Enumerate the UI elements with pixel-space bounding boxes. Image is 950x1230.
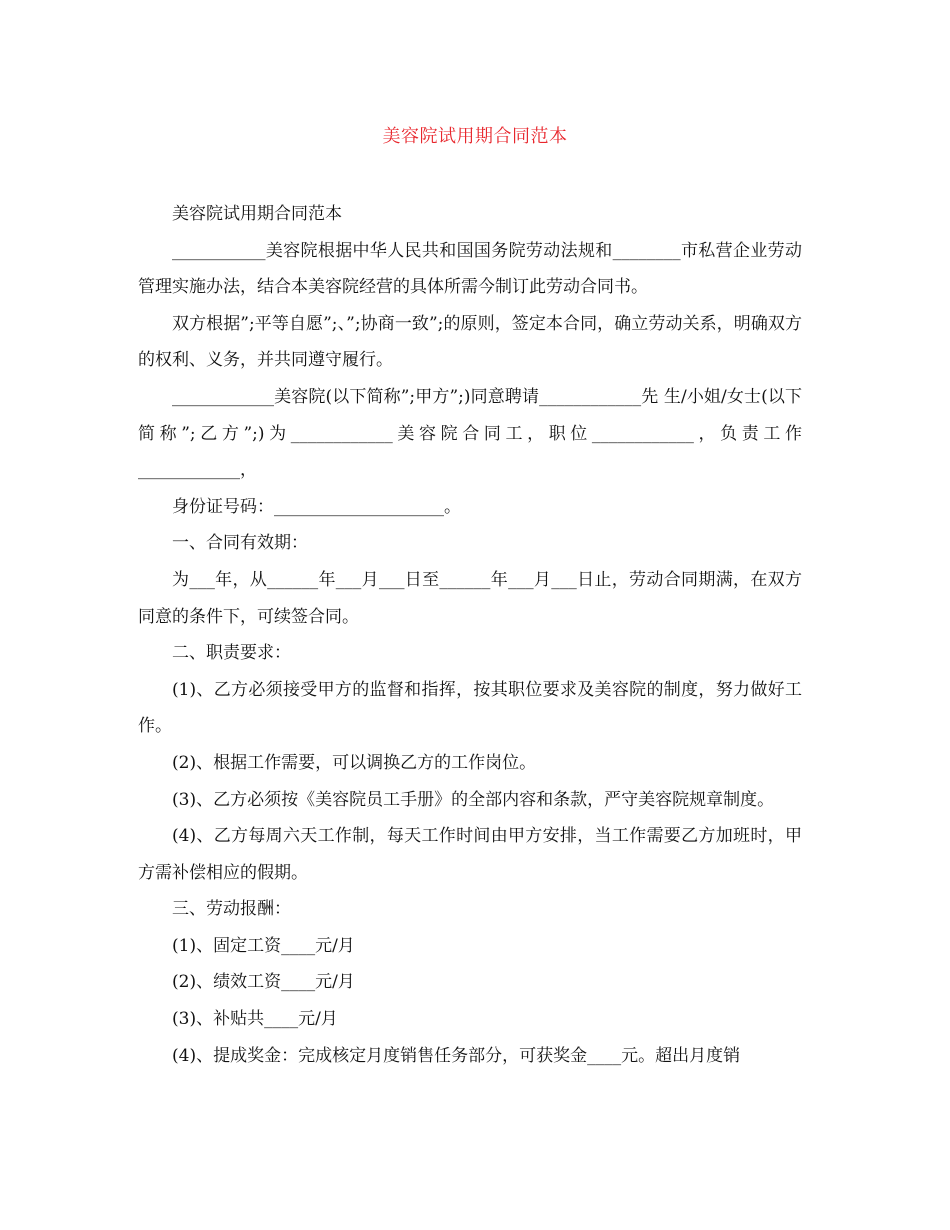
document-body	[138, 196, 802, 1074]
section-contract-term: 一、合同有效期：	[172, 533, 308, 554]
paragraph-term-detail: 为___年，从______年___月___日至______年___月___日止，劳动合同期满，在双方同意的条件下，可续签合同。	[138, 569, 802, 627]
paragraph-preamble: ___________美容院根据中华人民共和国国务院劳动法规和________市私营企业劳动管理实施办法，结合本美容院经营的具体所需今制订此劳动合同书。	[138, 240, 802, 298]
paragraph-id-number: 身份证号码：____________________。	[172, 496, 461, 517]
paragraph-heading: 美容院试用期合同范本	[172, 204, 342, 224]
duty-item: (2)、根据工作需要，可以调换乙方的工作岗位。	[172, 752, 537, 773]
section-duties: 二、职责要求：	[172, 643, 291, 664]
duty-item: (1)、乙方必须接受甲方的监督和指挥，按其职位要求及美容院的制度，努力做好工作。	[138, 679, 802, 737]
paragraph-parties: ____________美容院(以下简称”;甲方”;)同意聘请____________先 生/小姐/女士(以下简称”;乙方”;)为____________美容院合同工，职位____________，负责工作____________，	[138, 386, 802, 481]
remuneration-item: (1)、固定工资____元/月	[172, 935, 355, 956]
document-title: 美容院试用期合同范本	[382, 126, 568, 147]
paragraph-principles: 双方根据”;平等自愿”;、”;协商一致”;的原则，签定本合同，确立劳动关系，明确双方的权利、义务，并共同遵守履行。	[138, 313, 802, 371]
duty-item: (3)、乙方必须按《美容院员工手册》的全部内容和条款，严守美容院规章制度。	[172, 789, 775, 810]
duty-item: (4)、乙方每周六天工作制，每天工作时间由甲方安排，当工作需要乙方加班时，甲方需补偿相应的假期。	[138, 826, 802, 883]
remuneration-item: (2)、绩效工资____元/月	[172, 972, 355, 993]
remuneration-item: (4)、提成奖金：完成核定月度销售任务部分，可获奖金____元。超出月度销	[172, 1045, 741, 1066]
remuneration-item: (3)、补贴共____元/月	[172, 1009, 338, 1030]
section-remuneration: 三、劳动报酬：	[172, 899, 291, 920]
